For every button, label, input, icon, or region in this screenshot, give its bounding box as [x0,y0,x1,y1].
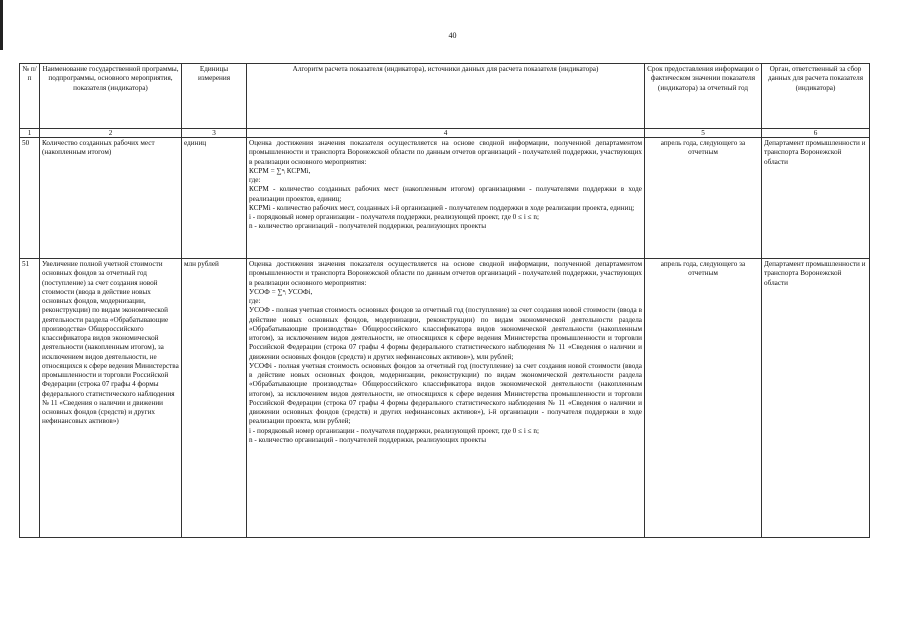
table-row [20,138,870,259]
reporting-deadline: апрель года, следующего за отчетным [645,259,762,538]
table-header-row [20,64,870,129]
header-algorithm: Алгоритм расчета показателя (индикатора), источники данных для расчета показателя (индикатора) [247,64,645,129]
algorithm-text: КСРМ - количество созданных рабочих мест (накопленным итогом) организациями - получателями поддержки в ходе реализации проектов, единиц; [249,185,642,203]
indicator-name: Количество созданных рабочих мест (накопленным итогом) [40,138,182,259]
responsible-body: Департамент промышленности и транспорта Воронежской области [762,259,870,538]
row-number: 50 [20,138,40,259]
scan-edge-mark [0,0,3,50]
header-unit: Единицы измерения [182,64,247,129]
page-number: 40 [448,31,457,40]
algorithm-text: где: [249,176,261,184]
indicator-unit: млн рублей [182,259,247,538]
responsible-body: Департамент промышленности и транспорта Воронежской области [762,138,870,259]
algorithm-text: n - количество организаций - получателей поддержки, реализующих проекты [249,222,487,231]
column-number: 3 [182,129,247,138]
indicator-unit: единиц [182,138,247,259]
row-number: 51 [20,259,40,538]
column-number: 2 [40,129,182,138]
indicators-table [19,63,870,538]
reporting-deadline: апрель года, следующего за отчетным [645,138,762,259]
algorithm-formula: УСОФ = ∑ⁿᵢ УСОФi, [249,287,313,296]
column-number: 1 [20,129,40,138]
column-number: 6 [762,129,870,138]
indicator-algorithm [247,138,645,259]
algorithm-text: где: [249,297,261,305]
algorithm-text: УСОФi - полная учетная стоимость основных фондов за отчетный год (поступление) за счет создания новой стоимости (ввода в действие новых основных фондов, модернизации, реконструкции) по видам экономической деятельности раздела «Обрабатывающие производства» Общероссийского классификатора видов экономической деятельности (накопленным итогом), за исключением видов деятельности, не относящихся к сфере ведения Министерства промышленности и торговли Российской Федерации (строка 07 графы 4 формы федерального статистического наблюдения № 11 «Сведения о наличии и движении основных фондов (средств) и других нефинансовых активов»), i-й организации - получателя поддержки в ходе реализации проекта, млн рублей; [249,361,642,426]
indicator-algorithm [247,259,645,538]
column-number: 4 [247,129,645,138]
algorithm-formula: КСРМ = ∑ⁿᵢ КСРМi, [249,166,311,175]
table-row [20,259,870,538]
column-number: 5 [645,129,762,138]
column-number-row [20,129,870,138]
algorithm-text: i - порядковый номер организации - получателя поддержки, реализующей проект, где 0 ≤ i ≤ n; [249,213,539,221]
header-name: Наименование государственной программы, подпрограммы, основного мероприятия, показателя (индикатора) [40,64,182,129]
header-deadline: Срок предоставления информации о фактическом значении показателя (индикатора) за отчетный год [645,64,762,129]
header-number: № п/п [20,64,40,129]
header-responsible: Орган, ответственный за сбор данных для расчета показателя (индикатора) [762,64,870,129]
algorithm-text: КСРМi - количество рабочих мест, созданных i-й организацией - получателем поддержки в ходе реализации проекта, единиц; [249,203,635,212]
algorithm-text: Оценка достижения значения показателя осуществляется на основе сводной информации, полученной департаментом промышленности и транспорта Воронежской области по данным отчетов организаций - получателей поддержки, участвующих в реализации основного мероприятия: [249,139,642,166]
algorithm-text: i - порядковый номер организации - получателя поддержки, реализующей проект, где 0 ≤ i ≤ n; [249,426,539,435]
indicator-name: Увеличение полной учетной стоимости основных фондов за отчетный год (поступление) за счет создания новой стоимости (ввода в действие новых основных фондов, модернизации, реконструкции) по видам экономической деятельности раздела «Обрабатывающие производства» Общероссийского классификатора видов экономической деятельности (накопленным итогом), за исключением видов деятельности, не относящихся к сфере ведения Министерства промышленности и торговли Российской Федерации (строка 07 графы 4 формы федерального статистического наблюдения № 11 «Сведения о наличии и движении основных фондов (средств) и других нефинансовых активов») [40,259,182,538]
algorithm-text: Оценка достижения значения показателя осуществляется на основе сводной информации, полученной департаментом промышленности и транспорта Воронежской области по данным отчетов организаций - получателей поддержки, участвующих в реализации основного мероприятия: [249,260,642,287]
algorithm-text: n - количество организаций - получателей поддержки, реализующих проекты [249,435,487,444]
algorithm-text: УСОФ - полная учетная стоимость основных фондов за отчетный год (поступление) за счет создания новой стоимости (ввода в действие новых основных фондов, модернизации, реконструкции) по видам экономической деятельности раздела «Обрабатывающие производства» Общероссийского классификатора видов экономической деятельности (накопленным итогом), за исключением видов деятельности, не относящихся к сфере ведения Министерства промышленности и торговли Российской Федерации (строка 07 графы 4 формы федерального статистического наблюдения № 11 «Сведения о наличии и движении основных фондов (средств) и других нефинансовых активов»), млн рублей; [249,306,642,361]
